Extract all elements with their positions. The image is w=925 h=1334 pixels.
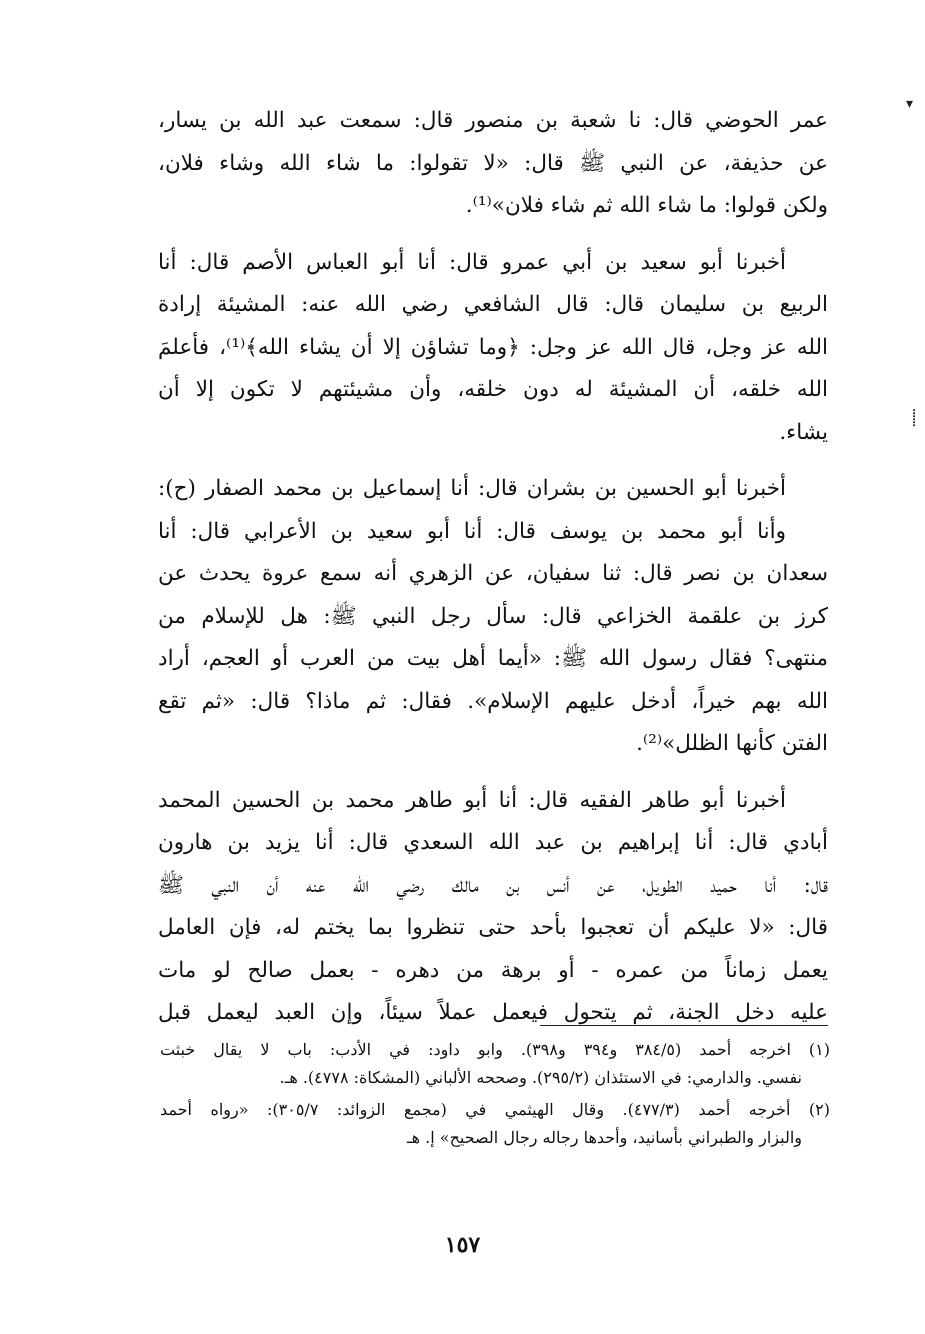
paragraph-4 [158,780,828,1035]
text-line: وأنا أبو محمد بن يوسف قال: أنا أبو سعيد بن الأعرابي قال: أنا [158,518,786,544]
text-line: أخبرنا أبو الحسين بن بشران قال: أنا إسماعيل بن محمد الصفار (ح): [158,476,786,501]
text-line: عمر الحوضي قال: نا شعبة بن منصور قال: سمعت عبد الله بن يسار، [158,108,828,133]
text-line: الله عز وجل، قال الله عز وجل: ﴿وما تشاؤن إلا أن يشاء الله﴾⁽¹⁾، فأعلمَ [158,334,829,360]
text-line: سعدان بن نصر قال: ثنا سفيان، عن الزهري أنه سمع عروة يحدث عن [158,561,828,586]
footnote-line: نفسي. والدارمي: في الاستئذان (٢٩٥/٢). وصححه الألباني (المشكاة: ٤٧٧٨). هـ. [279,1068,802,1087]
footnotes [160,1036,830,1156]
text-line: يشاء. [779,419,828,445]
paragraph-3 [158,468,828,766]
text-line: أبادي قال: أنا إبراهيم بن عبد الله السعدي قال: أنا يزيد بن هارون [158,830,828,855]
margin-mark-icon: ▾ [906,96,914,112]
text-line: منتهى؟ فقال رسول الله ﷺ: «أيما أهل بيت من العرب أو العجم، أراد [158,646,828,671]
footnote-1 [160,1036,830,1092]
text-line: الله خلقه، أن المشيئة له دون خلقه، وأن مشيئتهم لا تكون إلا أن [158,377,828,402]
text-line: أخبرنا أبو طاهر الفقيه قال: أنا أبو طاهر محمد بن الحسين المحمد [158,787,786,813]
text-line: الفتن كأنها الظلل»⁽²⁾. [636,731,828,756]
text-line: عن حذيفة، عن النبي ﷺ قال: «لا تقولوا: ما شاء الله وشاء فلان، [158,150,828,176]
text-line: قال: «لا عليكم أن تعجبوا بأحد حتى تنظروا بما يختم له، فإن العامل [158,915,828,940]
text-line: أخبرنا أبو سعيد بن أبي عمرو قال: أنا أبو العباس الأصم قال: أنا [158,249,786,275]
footnote-line: (٢) أخرجه أحمد (٤٧٧/٣). وقال الهيثمي في (مجمع الزوائد: ٣٠٥/٧): «رواه أحمد [160,1100,830,1119]
text-line: عليه دخل الجنة، ثم يتحول فيعمل عملاً سيئاً، وإن العبد ليعمل قبل [158,1000,828,1025]
text-line: قال: أنا حميد الطويل، عن أنس بن مالك رضي الله عنه أن النبي ﷺ [158,872,828,898]
footnote-2 [160,1096,830,1152]
footnote-line: (١) اخرجه أحمد (٣٨٤/٥ و٣٩٤ و٣٩٨). وابو داود: في الأدب: باب لا يقال خبثت [160,1040,831,1059]
text-line: الربيع بن سليمان قال: قال الشافعي رضي الله عنه: المشيئة إرادة [158,292,828,317]
text-line: ولكن قولوا: ما شاء الله ثم شاء فلان»⁽¹⁾. [465,193,828,218]
paragraph-1 [158,100,828,228]
paragraph-2 [158,242,828,455]
footnote-divider [540,1025,828,1026]
text-line: الله بهم خيراً، أدخل عليهم الإسلام». فقال: ثم ماذا؟ قال: «ثم تقع [158,688,828,714]
margin-mark-icon: ⸽ [912,408,917,427]
main-text [158,100,828,1049]
text-line: كرز بن علقمة الخزاعي قال: سأل رجل النبي ﷺ: هل للإسلام من [158,603,828,629]
page-number: ١٥٧ [444,1232,481,1258]
footnote-line: والبزار والطبراني بأسانيد، وأحدها رجاله رجال الصحيح» إ. هـ [406,1128,802,1147]
text-line: يعمل زماناً من عمره - أو برهة من دهره - بعمل صالح لو مات [158,957,828,983]
